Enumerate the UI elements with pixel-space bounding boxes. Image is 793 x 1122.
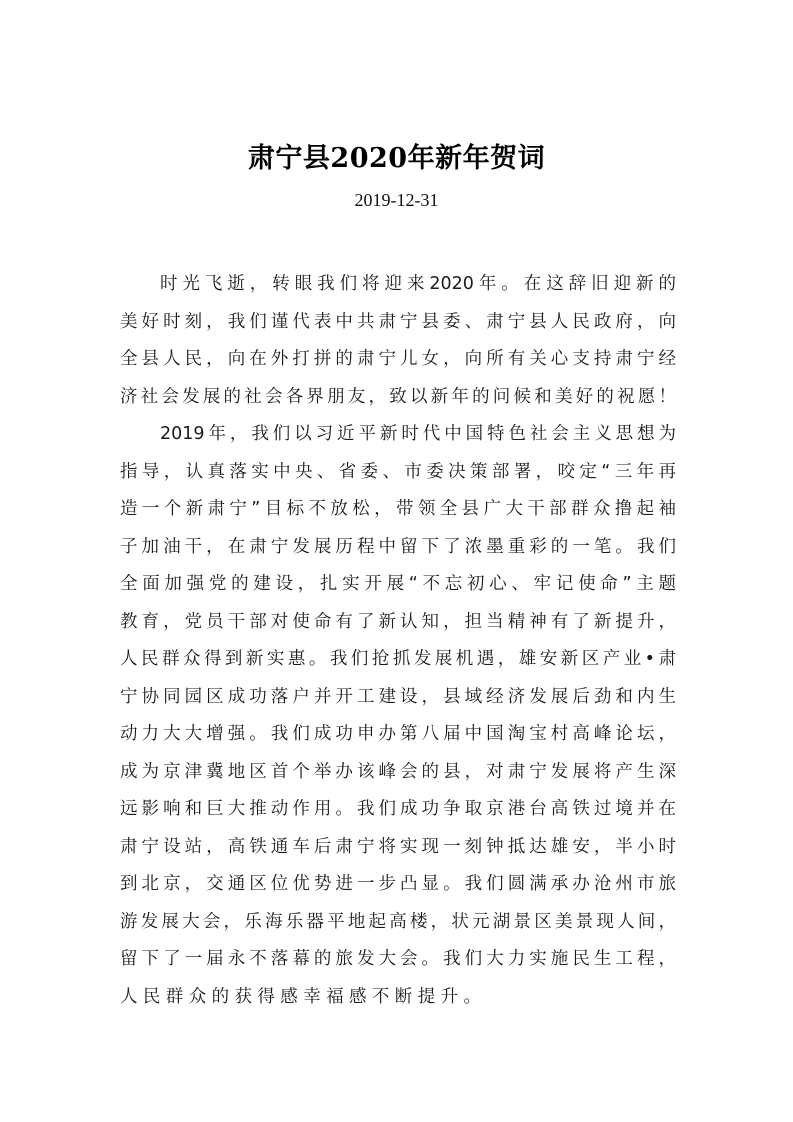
paragraph-2-line-16: 人民群众的获得感幸福感不断提升。 [120,986,487,1007]
paragraph-2-line-2: 指导，认真落实中央、省委、市委决策部署，咬定“三年再 [120,461,676,482]
paragraph-2-line-15: 留下了一届永不落幕的旅发大会。我们大力实施民生工程， [120,949,676,969]
paragraph-2-line-7: 人民群众得到新实惠。我们抢抓发展机遇，雄安新区产业•肃 [120,649,676,669]
paragraph-1-line-4: 济社会发展的社会各界朋友，致以新年的问候和美好的祝愿！ [120,386,676,407]
paragraph-2-line-1: 2019年，我们以习近平新时代中国特色社会主义思想为 [160,424,676,444]
paragraph-2-line-12: 肃宁设站，高铁通车后肃宁将实现一刻钟抵达雄安，半小时 [120,836,676,857]
paragraph-2-line-14: 游发展大会，乐海乐器平地起高楼，状元湖景区美景现人间， [120,911,676,932]
paragraph-1-line-3: 全县人民，向在外打拼的肃宁儿女，向所有关心支持肃宁经 [120,349,676,369]
paragraph-1-line-1: 时光飞逝，转眼我们将迎来2020年。在这辞旧迎新的 [160,274,676,294]
paragraph-2-line-13: 到北京，交通区位优势进一步凸显。我们圆满承办沧州市旅 [120,874,676,894]
paragraph-1-line-2: 美好时刻，我们谨代表中共肃宁县委、肃宁县人民政府，向 [120,311,676,332]
document-date: 2019-12-31 [354,190,439,210]
paragraph-2-line-6: 教育，党员干部对使命有了新认知，担当精神有了新提升， [120,611,676,632]
paragraph-2-line-11: 远影响和巨大推动作用。我们成功争取京港台高铁过境并在 [120,799,676,819]
document-body [120,266,676,1016]
paragraph-2-line-5: 全面加强党的建设，扎实开展“不忘初心、牢记使命”主题 [120,574,676,594]
paragraph-2-line-3: 造一个新肃宁”目标不放松，带领全县广大干部群众撸起袖 [120,499,676,519]
paragraph-2-line-8: 宁协同园区成功落户并开工建设，县域经济发展后劲和内生 [120,686,676,707]
paragraph-2-line-10: 成为京津冀地区首个举办该峰会的县，对肃宁发展将产生深 [120,761,676,782]
paragraph-2-line-9: 动力大大增强。我们成功申办第八届中国淘宝村高峰论坛， [120,724,676,744]
paragraph-2-line-4: 子加油干，在肃宁发展历程中留下了浓墨重彩的一笔。我们 [120,536,676,557]
document-title: 肃宁县2020年新年贺词 [247,143,546,174]
